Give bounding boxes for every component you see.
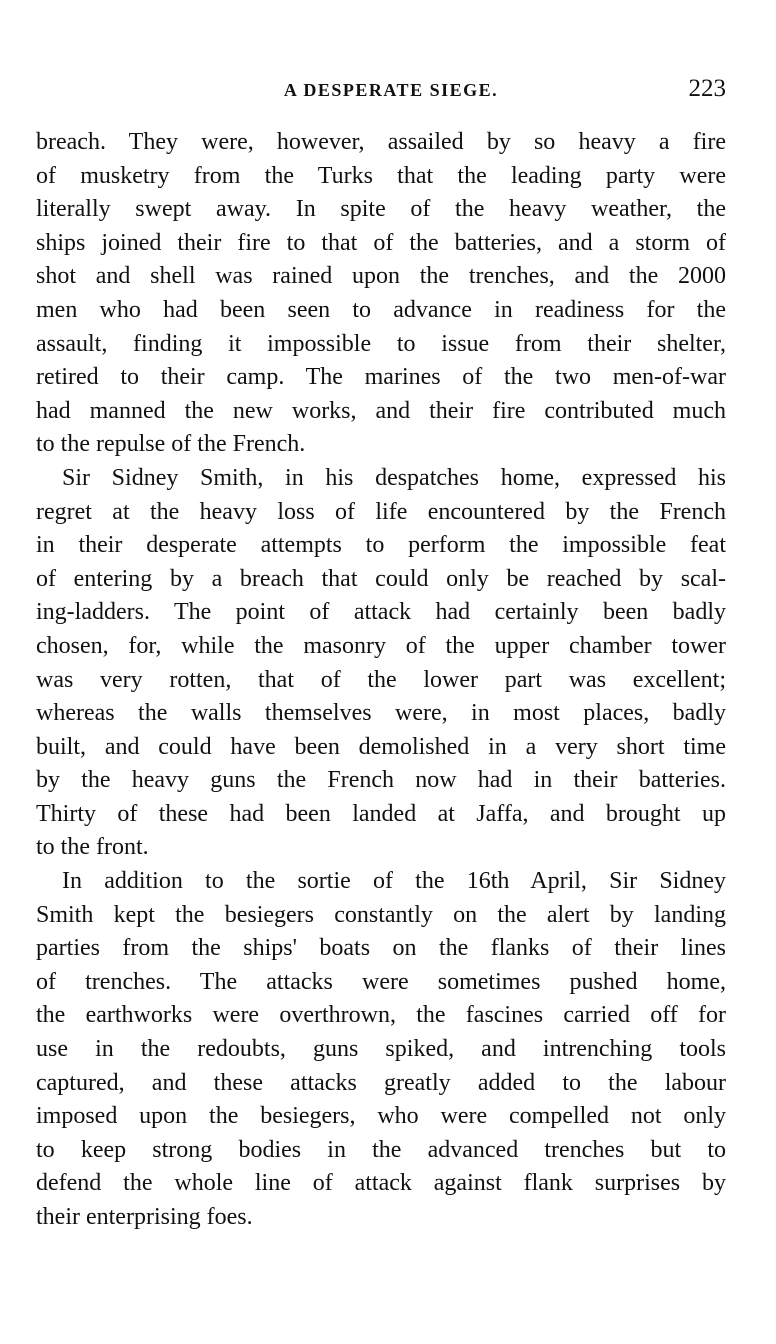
- paragraph: [36, 126, 726, 462]
- text-line: parties from the ships' boats on the flanks of their lines: [36, 935, 726, 962]
- text-line: to the repulse of the French.: [36, 431, 306, 458]
- text-line: assault, finding it impossible to issue from their shelter,: [36, 330, 726, 357]
- text-line: In addition to the sortie of the 16th April, Sir Sidney: [62, 868, 726, 895]
- page-number: 223: [688, 75, 726, 102]
- text-line: regret at the heavy loss of life encountered by the French: [36, 498, 726, 525]
- text-line: had manned the new works, and their fire contributed much: [36, 397, 726, 424]
- text-line: was very rotten, that of the lower part was excellent;: [36, 666, 726, 693]
- text-line: breach. They were, however, assailed by so heavy a fire: [36, 129, 726, 155]
- text-line: whereas the walls themselves were, in most places, badly: [36, 700, 726, 727]
- body-text: [36, 126, 726, 1235]
- text-line: their enterprising foes.: [36, 1204, 253, 1230]
- text-line: by the heavy guns the French now had in their batteries.: [36, 767, 726, 794]
- text-line: ing-ladders. The point of attack had certainly been badly: [36, 599, 726, 626]
- text-line: of trenches. The attacks were sometimes pushed home,: [36, 968, 726, 995]
- text-line: men who had been seen to advance in readiness for the: [36, 296, 726, 323]
- text-line: chosen, for, while the masonry of the upper chamber tower: [36, 632, 726, 659]
- running-head: [36, 76, 726, 108]
- text-line: in their desperate attempts to perform the impossible feat: [36, 532, 726, 559]
- text-line: literally swept away. In spite of the heavy weather, the: [36, 196, 726, 223]
- text-line: built, and could have been demolished in a very short time: [36, 733, 726, 760]
- text-line: captured, and these attacks greatly added to the labour: [36, 1069, 726, 1096]
- text-line: of musketry from the Turks that the leading party were: [36, 162, 726, 189]
- text-line: to the front.: [36, 834, 149, 861]
- text-line: Sir Sidney Smith, in his despatches home, expressed his: [62, 464, 726, 491]
- text-line: to keep strong bodies in the advanced trenches but to: [36, 1136, 726, 1163]
- paragraph: [36, 865, 726, 1235]
- text-line: of entering by a breach that could only be reached by scal-: [36, 565, 726, 592]
- text-line: Smith kept the besiegers constantly on the alert by landing: [36, 901, 726, 928]
- text-line: use in the redoubts, guns spiked, and intrenching tools: [36, 1036, 726, 1063]
- paragraph: [36, 462, 726, 865]
- text-line: defend the whole line of attack against flank surprises by: [36, 1170, 726, 1197]
- text-line: retired to their camp. The marines of the two men-of-war: [36, 364, 726, 391]
- running-title: A DESPERATE SIEGE.: [283, 80, 499, 100]
- text-line: shot and shell was rained upon the trenches, and the 2000: [36, 263, 726, 290]
- text-line: ships joined their fire to that of the batteries, and a storm of: [36, 229, 726, 256]
- text-line: imposed upon the besiegers, who were compelled not only: [36, 1103, 726, 1130]
- text-line: the earthworks were overthrown, the fascines carried off for: [36, 1002, 726, 1029]
- text-line: Thirty of these had been landed at Jaffa, and brought up: [36, 800, 726, 827]
